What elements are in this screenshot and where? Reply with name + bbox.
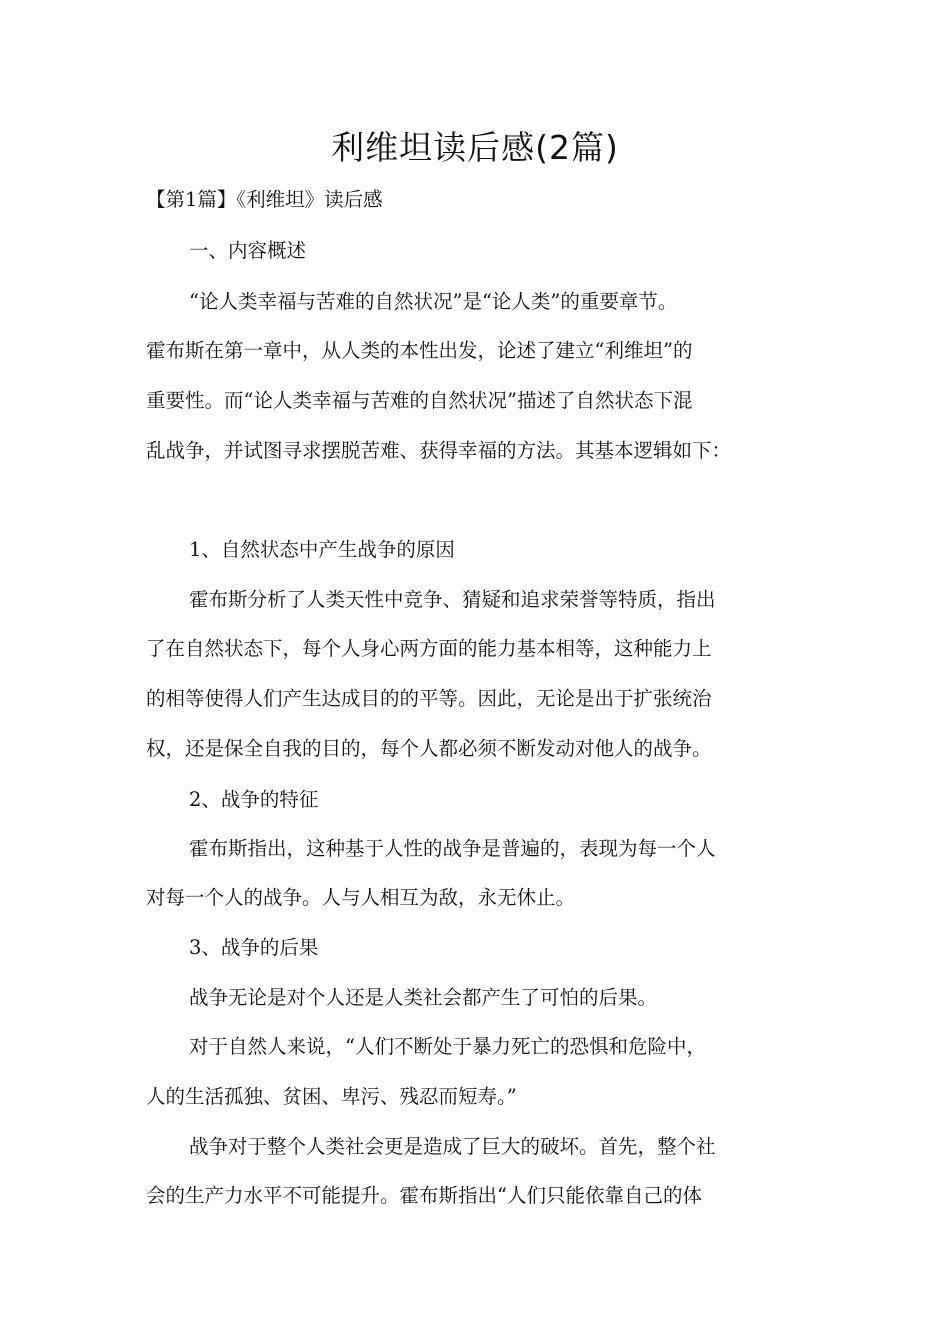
paragraph-line: 对每一个人的战争。人与人相互为敌，永无休止。 — [146, 886, 576, 909]
subheading: 3、战争的后果 — [189, 936, 319, 959]
section-heading: 【第1篇】《利维坦》读后感 — [146, 188, 383, 211]
paragraph-line: 人的生活孤独、贫困、卑污、残忍而短寿。” — [146, 1085, 517, 1108]
paragraph-line: 霍布斯在第一章中，从人类的本性出发，论述了建立“利维坦”的 — [146, 339, 693, 362]
paragraph-line: 了在自然状态下，每个人身心两方面的能力基本相等，这种能力上 — [146, 637, 712, 660]
subheading: 2、战争的特征 — [189, 788, 319, 811]
paragraph-line: 战争对于整个人类社会更是造成了巨大的破坏。首先，整个社 — [189, 1135, 716, 1158]
paragraph-line: “论人类幸福与苦难的自然状况”是“论人类”的重要章节。 — [189, 290, 678, 313]
paragraph-line: 权，还是保全自我的目的，每个人都必须不断发动对他人的战争。 — [146, 737, 712, 760]
paragraph-line: 霍布斯指出，这种基于人性的战争是普遍的，表现为每一个人 — [189, 837, 716, 860]
paragraph-line: 霍布斯分析了人类天性中竞争、猜疑和追求荣誉等特质，指出 — [189, 588, 716, 611]
paragraph-line: 会的生产力水平不可能提升。霍布斯指出“人们只能依靠自己的体 — [146, 1184, 702, 1207]
paragraph-line: 战争无论是对个人还是人类社会都产生了可怕的后果。 — [189, 986, 658, 1009]
paragraph-line: 乱战争，并试图寻求摆脱苦难、获得幸福的方法。其基本逻辑如下： — [146, 439, 732, 462]
document-title: 利维坦读后感(2篇) — [331, 128, 619, 167]
paragraph-line: 对于自然人来说，“人们不断处于暴力死亡的恐惧和危险中， — [189, 1035, 706, 1058]
subheading: 1、自然状态中产生战争的原因 — [189, 538, 455, 561]
subheading: 一、内容概述 — [189, 239, 307, 262]
paragraph-line: 的相等使得人们产生达成目的的平等。因此，无论是出于扩张统治 — [146, 687, 712, 710]
paragraph-line: 重要性。而“论人类幸福与苦难的自然状况”描述了自然状态下混 — [146, 389, 693, 412]
